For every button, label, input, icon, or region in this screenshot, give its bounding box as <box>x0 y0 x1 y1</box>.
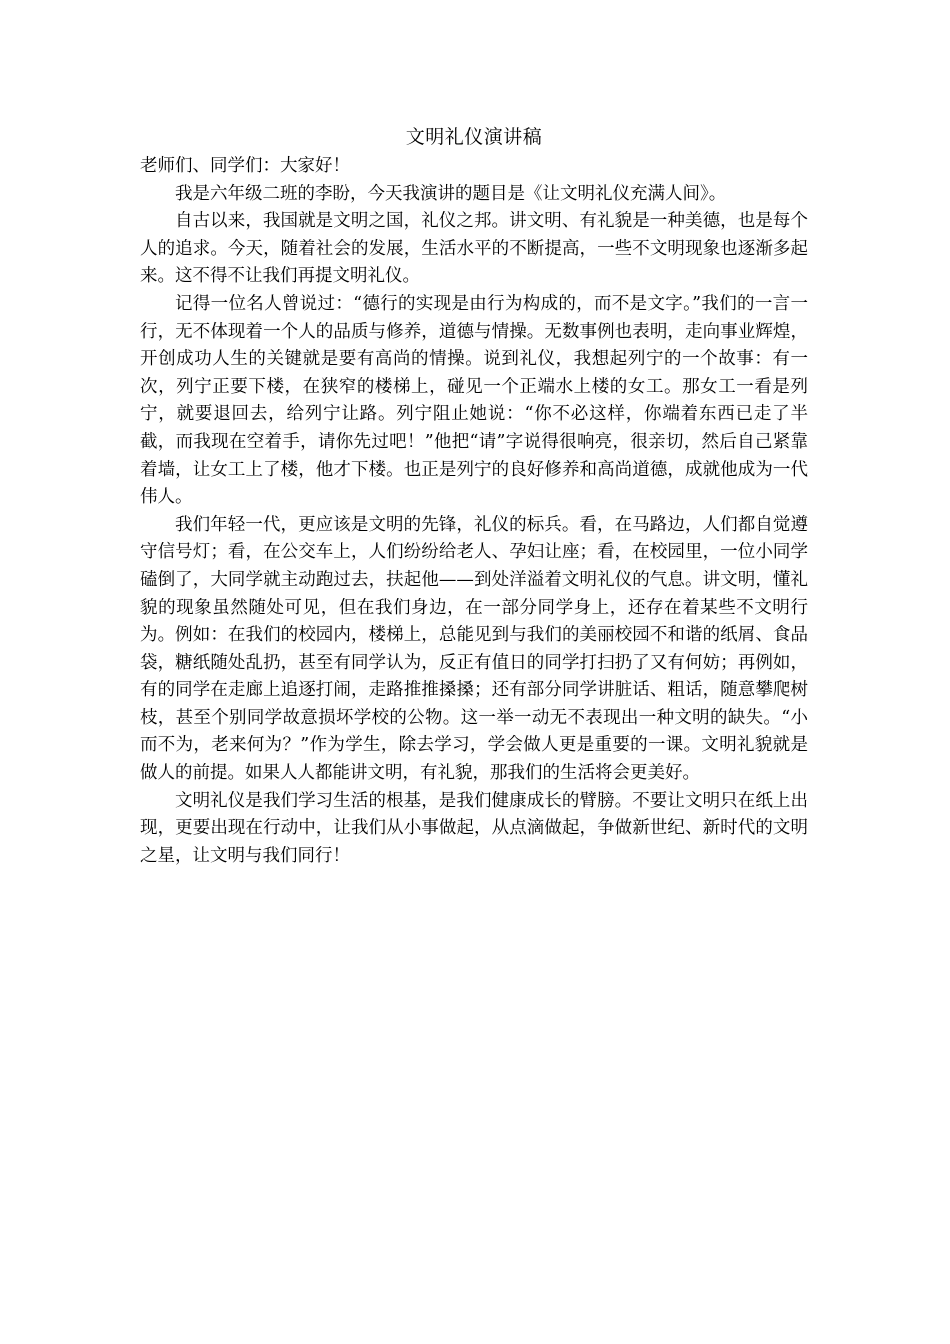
paragraph-young-generation: 我们年轻一代，更应该是文明的先锋，礼仪的标兵。看，在马路边，人们都自觉遵守信号灯；看，在公交车上，人们纷纷给老人、孕妇让座；看，在校园里，一位小同学磕倒了，大同学就主动跑过去，扶起他——到处洋溢着文明礼仪的气息。讲文明，懂礼貌的现象虽然随处可见，但在我们身边，在一部分同学身上，还存在着某些不文明行为。例如：在我们的校园内，楼梯上，总能见到与我们的美丽校园不和谐的纸屑、食品袋，糖纸随处乱扔，甚至有同学认为，反正有值日的同学打扫扔了又有何妨；再例如，有的同学在走廊上追逐打闹，走路推推搡搡；还有部分同学讲脏话、粗话，随意攀爬树枝，甚至个别同学故意损坏学校的公物。这一举一动无不表现出一种文明的缺失。“小而不为，老来何为？”作为学生，除去学习，学会做人更是重要的一课。文明礼貌就是做人的前提。如果人人都能讲文明，有礼貌，那我们的生活将会更美好。 <box>140 514 808 784</box>
paragraph-intro: 我是六年级二班的李盼，今天我演讲的题目是《让文明礼仪充满人间》。 <box>175 183 727 204</box>
paragraph-conclusion: 文明礼仪是我们学习生活的根基，是我们健康成长的臂膀。不要让文明只在纸上出现，更要出现在行动中，让我们从小事做起，从点滴做起，争做新世纪、新时代的文明之星，让文明与我们同行！ <box>140 790 808 866</box>
document-title: 文明礼仪演讲稿 <box>405 126 543 148</box>
greeting-line: 老师们、同学们：大家好！ <box>140 156 350 176</box>
paragraph-lenin-story: 记得一位名人曾说过：“德行的实现是由行为构成的，而不是文字。”我们的一言一行，无不体现着一个人的品质与修养，道德与情操。无数事例也表明，走向事业辉煌，开创成功人生的关键就是要有高尚的情操。说到礼仪，我想起列宁的一个故事：有一次，列宁正要下楼，在狭窄的楼梯上，碰见一个正端水上楼的女工。那女工一看是列宁，就要退回去，给列宁让路。列宁阻止她说：“你不必这样，你端着东西已走了半截，而我现在空着手，请你先过吧！”他把“请”字说得很响亮，很亲切，然后自己紧靠着墙，让女工上了楼，他才下楼。也正是列宁的良好修养和高尚道德，成就他成为一代伟人。 <box>140 293 808 508</box>
paragraph-history: 自古以来，我国就是文明之国，礼仪之邦。讲文明、有礼貌是一种美德，也是每个人的追求。今天，随着社会的发展，生活水平的不断提高，一些不文明现象也逐渐多起来。这不得不让我们再提文明礼仪。 <box>140 211 808 287</box>
document-page <box>140 122 808 870</box>
